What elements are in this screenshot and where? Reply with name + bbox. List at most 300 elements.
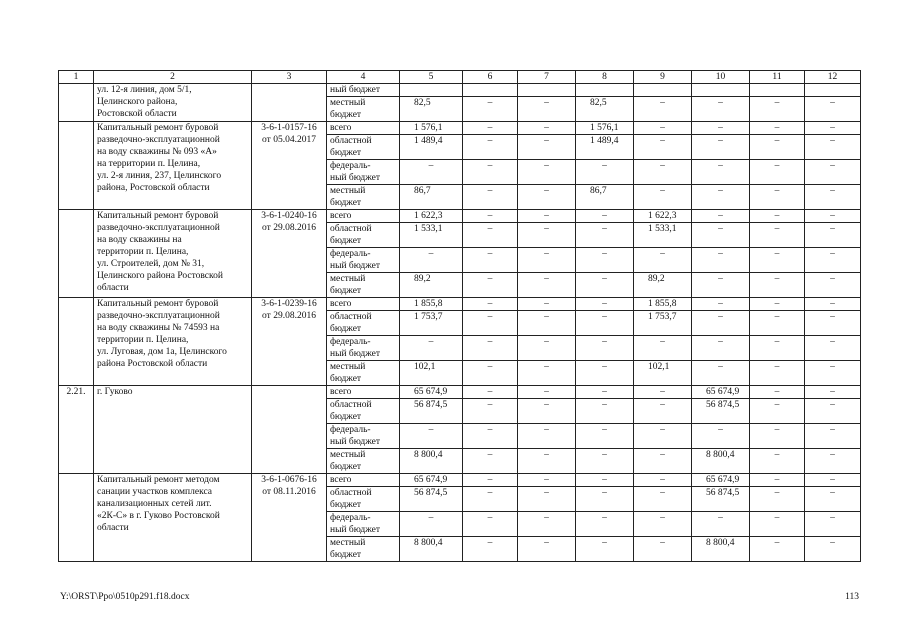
value-cell: – bbox=[750, 273, 805, 298]
value-cell: – bbox=[518, 386, 576, 399]
value-cell: 102,1 bbox=[634, 361, 692, 386]
column-header: 3 bbox=[252, 71, 327, 84]
funding-source bbox=[327, 474, 400, 487]
value-cell: – bbox=[805, 135, 861, 160]
funding-source-line: всего bbox=[330, 299, 352, 309]
object-name-line: области bbox=[97, 283, 129, 293]
value-cell: – bbox=[750, 361, 805, 386]
value-cell: – bbox=[518, 248, 576, 273]
object-name bbox=[94, 474, 252, 562]
value-cell: – bbox=[463, 361, 518, 386]
value-cell: – bbox=[518, 311, 576, 336]
object-name-line: района, Ростовской области bbox=[97, 183, 210, 193]
document-ref bbox=[252, 210, 327, 298]
funding-source bbox=[327, 135, 400, 160]
value-cell: 82,5 bbox=[400, 97, 463, 122]
value-cell: 1 533,1 bbox=[634, 223, 692, 248]
value-cell: – bbox=[576, 361, 634, 386]
funding-source bbox=[327, 97, 400, 122]
funding-source-line: бюджет bbox=[330, 412, 362, 422]
value-cell: – bbox=[634, 122, 692, 135]
document-ref-line: от 08.11.2016 bbox=[262, 487, 316, 497]
document-ref bbox=[252, 386, 327, 474]
document-ref-line: 3-6-1-0240-16 bbox=[261, 211, 317, 221]
object-name-line: разведочно-эксплуатационной bbox=[97, 135, 220, 145]
funding-source-line: бюджет bbox=[330, 462, 362, 472]
object-name-line: на территории п. Целина, bbox=[97, 159, 201, 169]
value-cell: – bbox=[750, 512, 805, 537]
value-cell: – bbox=[750, 298, 805, 311]
document-ref bbox=[252, 298, 327, 386]
funding-source-line: всего bbox=[330, 387, 352, 397]
funding-source-line: местный bbox=[330, 98, 366, 108]
column-header: 5 bbox=[400, 71, 463, 84]
value-cell: – bbox=[805, 298, 861, 311]
value-cell: – bbox=[692, 311, 750, 336]
funding-source bbox=[327, 361, 400, 386]
value-cell: – bbox=[634, 248, 692, 273]
value-cell: – bbox=[750, 97, 805, 122]
funding-source bbox=[327, 399, 400, 424]
value-cell: 56 874,5 bbox=[400, 399, 463, 424]
value-cell: – bbox=[805, 537, 861, 562]
value-cell: – bbox=[750, 311, 805, 336]
value-cell: 1 753,7 bbox=[400, 311, 463, 336]
value-cell: – bbox=[518, 185, 576, 210]
value-cell: 82,5 bbox=[576, 97, 634, 122]
funding-source-line: бюджет bbox=[330, 198, 362, 208]
object-name-line: территории п. Целина, bbox=[97, 335, 189, 345]
value-cell: – bbox=[518, 210, 576, 223]
value-cell: – bbox=[576, 298, 634, 311]
funding-source-line: федераль- bbox=[330, 513, 371, 523]
value-cell: 1 855,8 bbox=[634, 298, 692, 311]
value-cell: – bbox=[576, 248, 634, 273]
value-cell: – bbox=[518, 298, 576, 311]
value-cell: – bbox=[463, 487, 518, 512]
value-cell: – bbox=[518, 512, 576, 537]
column-header: 10 bbox=[692, 71, 750, 84]
value-cell: – bbox=[634, 336, 692, 361]
funding-source-line: ный бюджет bbox=[330, 525, 381, 535]
value-cell: – bbox=[400, 248, 463, 273]
object-name-line: территории п. Целина, bbox=[97, 247, 189, 257]
funding-source-line: федераль- bbox=[330, 249, 371, 259]
funding-source-line: областной bbox=[330, 400, 372, 410]
funding-source bbox=[327, 210, 400, 223]
value-cell: – bbox=[463, 311, 518, 336]
value-cell: 56 874,5 bbox=[692, 487, 750, 512]
value-cell: – bbox=[805, 223, 861, 248]
value-cell: – bbox=[518, 537, 576, 562]
column-header: 4 bbox=[327, 71, 400, 84]
value-cell: – bbox=[576, 386, 634, 399]
column-header: 11 bbox=[750, 71, 805, 84]
column-header: 8 bbox=[576, 71, 634, 84]
value-cell: – bbox=[576, 474, 634, 487]
value-cell: – bbox=[805, 386, 861, 399]
object-name bbox=[94, 298, 252, 386]
value-cell: – bbox=[634, 424, 692, 449]
value-cell: – bbox=[750, 424, 805, 449]
value-cell: 8 800,4 bbox=[400, 449, 463, 474]
funding-source-line: ный бюджет bbox=[330, 437, 381, 447]
budget-table bbox=[58, 70, 861, 562]
value-cell: – bbox=[634, 512, 692, 537]
object-name-line: на воду скважины № 093 «А» bbox=[97, 147, 217, 157]
value-cell: – bbox=[576, 537, 634, 562]
value-cell: – bbox=[692, 97, 750, 122]
value-cell: – bbox=[400, 336, 463, 361]
item-number bbox=[59, 122, 94, 210]
value-cell: – bbox=[805, 487, 861, 512]
table-row bbox=[59, 386, 861, 399]
value-cell: – bbox=[634, 135, 692, 160]
object-name-line: г. Гуково bbox=[97, 387, 133, 397]
value-cell: – bbox=[634, 160, 692, 185]
value-cell: 8 800,4 bbox=[692, 449, 750, 474]
value-cell: – bbox=[634, 487, 692, 512]
column-header: 2 bbox=[94, 71, 252, 84]
value-cell: – bbox=[463, 449, 518, 474]
value-cell: – bbox=[463, 336, 518, 361]
value-cell: – bbox=[692, 361, 750, 386]
value-cell: – bbox=[692, 122, 750, 135]
value-cell: – bbox=[805, 311, 861, 336]
value-cell: – bbox=[576, 399, 634, 424]
value-cell: – bbox=[518, 273, 576, 298]
value-cell: 1 533,1 bbox=[400, 223, 463, 248]
object-name-line: на воду скважины № 74593 на bbox=[97, 323, 220, 333]
value-cell: – bbox=[518, 361, 576, 386]
value-cell: – bbox=[692, 273, 750, 298]
value-cell: – bbox=[692, 135, 750, 160]
value-cell: 86,7 bbox=[400, 185, 463, 210]
funding-source-line: ный бюджет bbox=[330, 173, 381, 183]
value-cell: 1 622,3 bbox=[400, 210, 463, 223]
object-name-line: ул. 12-я линия, дом 5/1, bbox=[97, 85, 192, 95]
document-ref-line: от 05.04.2017 bbox=[262, 135, 316, 145]
value-cell: – bbox=[400, 424, 463, 449]
value-cell: – bbox=[463, 210, 518, 223]
funding-source-line: бюджет bbox=[330, 324, 362, 334]
value-cell: – bbox=[518, 160, 576, 185]
value-cell: – bbox=[692, 336, 750, 361]
value-cell: – bbox=[805, 361, 861, 386]
value-cell: – bbox=[750, 223, 805, 248]
funding-source-line: областной bbox=[330, 224, 372, 234]
object-name-line: санации участков комплекса bbox=[97, 487, 213, 497]
value-cell: – bbox=[463, 474, 518, 487]
funding-source-line: местный bbox=[330, 274, 366, 284]
value-cell: 1 489,4 bbox=[576, 135, 634, 160]
object-name-line: Капитальный ремонт буровой bbox=[97, 299, 219, 309]
funding-source-line: бюджет bbox=[330, 148, 362, 158]
object-name-line: Капитальный ремонт методом bbox=[97, 475, 220, 485]
item-number bbox=[59, 474, 94, 562]
value-cell: – bbox=[805, 512, 861, 537]
object-name-line: Ростовской области bbox=[97, 109, 177, 119]
value-cell: – bbox=[692, 223, 750, 248]
value-cell: – bbox=[518, 487, 576, 512]
funding-source bbox=[327, 336, 400, 361]
value-cell: – bbox=[805, 210, 861, 223]
table-row bbox=[59, 122, 861, 135]
value-cell: – bbox=[750, 160, 805, 185]
value-cell: – bbox=[805, 160, 861, 185]
header-row bbox=[59, 71, 861, 84]
value-cell: – bbox=[518, 424, 576, 449]
funding-source bbox=[327, 298, 400, 311]
value-cell bbox=[518, 84, 576, 97]
funding-source bbox=[327, 122, 400, 135]
value-cell: – bbox=[518, 399, 576, 424]
value-cell: – bbox=[463, 248, 518, 273]
item-number bbox=[59, 210, 94, 298]
value-cell: – bbox=[463, 512, 518, 537]
funding-source-line: местный bbox=[330, 450, 366, 460]
column-header: 9 bbox=[634, 71, 692, 84]
value-cell: – bbox=[750, 336, 805, 361]
funding-source bbox=[327, 512, 400, 537]
object-name-line: Капитальный ремонт буровой bbox=[97, 123, 219, 133]
value-cell: 1 753,7 bbox=[634, 311, 692, 336]
value-cell: – bbox=[400, 160, 463, 185]
funding-source-line: бюджет bbox=[330, 236, 362, 246]
value-cell: – bbox=[634, 185, 692, 210]
value-cell: – bbox=[463, 223, 518, 248]
document-ref-line: 3-6-1-0239-16 bbox=[261, 299, 317, 309]
value-cell: – bbox=[750, 386, 805, 399]
value-cell: – bbox=[463, 424, 518, 449]
value-cell: 65 674,9 bbox=[400, 474, 463, 487]
value-cell: 1 576,1 bbox=[400, 122, 463, 135]
object-name-line: ул. 2-я линия, 237, Целинского bbox=[97, 171, 222, 181]
column-header: 7 bbox=[518, 71, 576, 84]
funding-source-line: бюджет bbox=[330, 110, 362, 120]
value-cell: – bbox=[692, 248, 750, 273]
funding-source bbox=[327, 248, 400, 273]
value-cell: – bbox=[518, 336, 576, 361]
funding-source bbox=[327, 273, 400, 298]
object-name-line: «2К-С» в г. Гуково Ростовской bbox=[97, 511, 220, 521]
funding-source bbox=[327, 449, 400, 474]
object-name-line: на воду скважины на bbox=[97, 235, 182, 245]
value-cell: – bbox=[400, 512, 463, 537]
funding-source-line: местный bbox=[330, 186, 366, 196]
funding-source bbox=[327, 386, 400, 399]
value-cell: 65 674,9 bbox=[692, 474, 750, 487]
object-name-line: разведочно-эксплуатационной bbox=[97, 311, 220, 321]
value-cell bbox=[805, 84, 861, 97]
value-cell: – bbox=[576, 160, 634, 185]
object-name bbox=[94, 122, 252, 210]
value-cell: – bbox=[750, 449, 805, 474]
value-cell: – bbox=[750, 185, 805, 210]
funding-source bbox=[327, 185, 400, 210]
footer-file-path: Y:\ORST\Ppo\0510p291.f18.docx bbox=[60, 592, 190, 602]
object-name-line: ул. Строителей, дом № 31, bbox=[97, 259, 205, 269]
value-cell: – bbox=[463, 298, 518, 311]
value-cell bbox=[463, 84, 518, 97]
funding-source bbox=[327, 223, 400, 248]
value-cell: 1 576,1 bbox=[576, 122, 634, 135]
value-cell: – bbox=[692, 424, 750, 449]
value-cell: – bbox=[805, 424, 861, 449]
funding-source-line: местный bbox=[330, 362, 366, 372]
value-cell: – bbox=[750, 210, 805, 223]
value-cell: – bbox=[805, 336, 861, 361]
value-cell: – bbox=[576, 223, 634, 248]
funding-source-line: всего bbox=[330, 475, 352, 485]
value-cell: – bbox=[634, 537, 692, 562]
value-cell: – bbox=[634, 474, 692, 487]
value-cell: 102,1 bbox=[400, 361, 463, 386]
value-cell: – bbox=[805, 122, 861, 135]
value-cell: – bbox=[750, 537, 805, 562]
value-cell: – bbox=[692, 185, 750, 210]
value-cell: – bbox=[463, 273, 518, 298]
value-cell bbox=[634, 84, 692, 97]
document-ref-line: от 29.08.2016 bbox=[262, 223, 316, 233]
funding-source-line: бюджет bbox=[330, 500, 362, 510]
value-cell: – bbox=[518, 97, 576, 122]
document-ref bbox=[252, 122, 327, 210]
value-cell: – bbox=[463, 386, 518, 399]
funding-source-line: всего bbox=[330, 123, 352, 133]
funding-source-line: местный bbox=[330, 538, 366, 548]
value-cell: – bbox=[463, 122, 518, 135]
value-cell: – bbox=[634, 386, 692, 399]
value-cell: 65 674,9 bbox=[400, 386, 463, 399]
value-cell: – bbox=[750, 122, 805, 135]
value-cell: – bbox=[805, 474, 861, 487]
value-cell: – bbox=[692, 298, 750, 311]
document-ref bbox=[252, 474, 327, 562]
funding-source-line: ный бюджет bbox=[330, 85, 381, 95]
funding-source bbox=[327, 84, 400, 97]
table-row bbox=[59, 474, 861, 487]
value-cell: – bbox=[805, 248, 861, 273]
document-ref-line: 3-6-1-0676-16 bbox=[261, 475, 317, 485]
value-cell bbox=[750, 84, 805, 97]
funding-source-line: областной bbox=[330, 488, 372, 498]
item-number bbox=[59, 84, 94, 122]
object-name bbox=[94, 210, 252, 298]
value-cell: – bbox=[518, 449, 576, 474]
funding-source-line: бюджет bbox=[330, 374, 362, 384]
value-cell: – bbox=[805, 97, 861, 122]
object-name-line: Целинского района, bbox=[97, 97, 178, 107]
value-cell: 56 874,5 bbox=[400, 487, 463, 512]
funding-source-line: ный бюджет bbox=[330, 349, 381, 359]
funding-source-line: бюджет bbox=[330, 550, 362, 560]
value-cell: – bbox=[518, 122, 576, 135]
value-cell: – bbox=[805, 399, 861, 424]
value-cell: 8 800,4 bbox=[692, 537, 750, 562]
funding-source-line: ный бюджет bbox=[330, 261, 381, 271]
object-name bbox=[94, 386, 252, 474]
value-cell: – bbox=[463, 97, 518, 122]
funding-source-line: всего bbox=[330, 211, 352, 221]
table-row bbox=[59, 84, 861, 97]
value-cell: 86,7 bbox=[576, 185, 634, 210]
item-number bbox=[59, 298, 94, 386]
value-cell: 1 855,8 bbox=[400, 298, 463, 311]
value-cell: – bbox=[805, 449, 861, 474]
document-ref bbox=[252, 84, 327, 122]
value-cell: – bbox=[750, 248, 805, 273]
object-name bbox=[94, 84, 252, 122]
object-name-line: ул. Луговая, дом 1а, Целинского bbox=[97, 347, 227, 357]
value-cell: – bbox=[518, 474, 576, 487]
value-cell: – bbox=[576, 424, 634, 449]
funding-source-line: федераль- bbox=[330, 337, 371, 347]
column-header: 6 bbox=[463, 71, 518, 84]
funding-source-line: федераль- bbox=[330, 425, 371, 435]
value-cell: – bbox=[576, 449, 634, 474]
value-cell: – bbox=[692, 210, 750, 223]
object-name-line: канализационных сетей лит. bbox=[97, 499, 212, 509]
value-cell: – bbox=[692, 512, 750, 537]
table-row bbox=[59, 298, 861, 311]
value-cell bbox=[400, 84, 463, 97]
value-cell: – bbox=[576, 311, 634, 336]
value-cell: – bbox=[576, 210, 634, 223]
funding-source-line: бюджет bbox=[330, 286, 362, 296]
value-cell: – bbox=[576, 512, 634, 537]
value-cell: – bbox=[463, 160, 518, 185]
column-header: 1 bbox=[59, 71, 94, 84]
value-cell: – bbox=[805, 185, 861, 210]
value-cell: – bbox=[576, 487, 634, 512]
value-cell: – bbox=[805, 273, 861, 298]
funding-source-line: областной bbox=[330, 312, 372, 322]
document-ref-line: 3-6-1-0157-16 bbox=[261, 123, 317, 133]
value-cell: – bbox=[576, 273, 634, 298]
value-cell: – bbox=[518, 135, 576, 160]
value-cell: 1 622,3 bbox=[634, 210, 692, 223]
object-name-line: области bbox=[97, 523, 129, 533]
funding-source bbox=[327, 424, 400, 449]
funding-source bbox=[327, 487, 400, 512]
object-name-line: района Ростовской области bbox=[97, 359, 208, 369]
value-cell: 89,2 bbox=[634, 273, 692, 298]
value-cell: – bbox=[463, 135, 518, 160]
item-number: 2.21. bbox=[59, 386, 94, 474]
value-cell bbox=[576, 84, 634, 97]
value-cell: – bbox=[750, 399, 805, 424]
value-cell: – bbox=[576, 336, 634, 361]
value-cell bbox=[692, 84, 750, 97]
value-cell: 56 874,5 bbox=[692, 399, 750, 424]
value-cell: 8 800,4 bbox=[400, 537, 463, 562]
value-cell: 89,2 bbox=[400, 273, 463, 298]
document-ref-line: от 29.08.2016 bbox=[262, 311, 316, 321]
footer-page-number: 113 bbox=[845, 592, 859, 602]
value-cell: – bbox=[634, 449, 692, 474]
funding-source bbox=[327, 160, 400, 185]
funding-source-line: областной bbox=[330, 136, 372, 146]
funding-source bbox=[327, 537, 400, 562]
value-cell: – bbox=[463, 185, 518, 210]
value-cell: – bbox=[518, 223, 576, 248]
column-header: 12 bbox=[805, 71, 861, 84]
value-cell: – bbox=[750, 487, 805, 512]
value-cell: – bbox=[750, 474, 805, 487]
value-cell: 1 489,4 bbox=[400, 135, 463, 160]
funding-source-line: федераль- bbox=[330, 161, 371, 171]
